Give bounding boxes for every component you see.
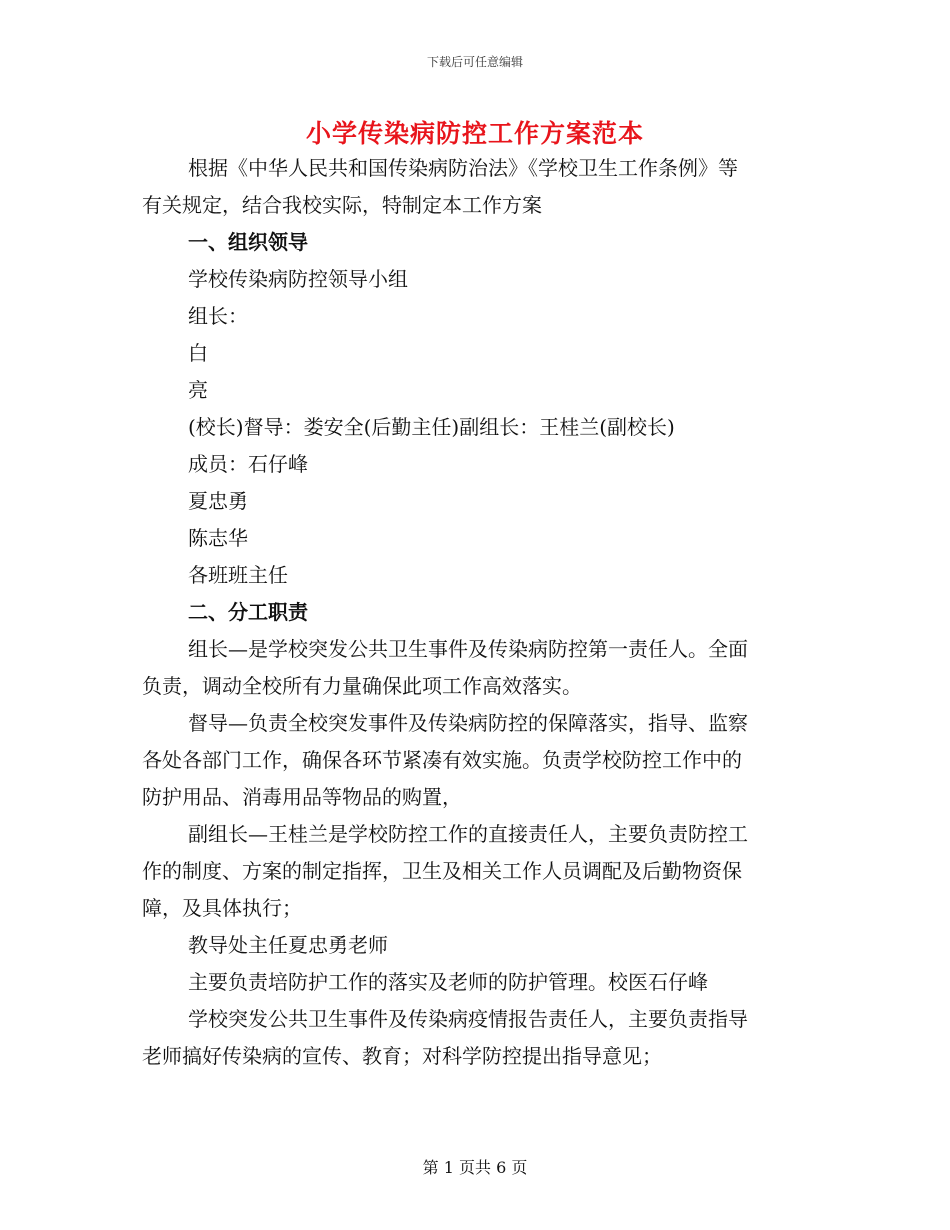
body-text-line: 成员：石仔峰 — [188, 452, 308, 476]
body-text-line: 亮 — [188, 378, 208, 402]
section-heading: 一、组织领导 — [188, 230, 308, 254]
body-text-line: 陈志华 — [188, 526, 248, 550]
body-text-line: 学校突发公共卫生事件及传染病疫情报告责任人，主要负责指导 — [188, 1007, 748, 1031]
body-text-line: 各处各部门工作，确保各环节紧凑有效实施。负责学校防控工作中的 — [142, 748, 742, 772]
body-text-line: 老师搞好传染病的宣传、教育；对科学防控提出指导意见； — [142, 1044, 662, 1068]
document-title: 小学传染病防控工作方案范本 — [305, 119, 644, 148]
body-text-line: 教导处主任夏忠勇老师 — [188, 933, 388, 957]
body-text-line: 各班班主任 — [188, 563, 288, 587]
body-text-line: 督导—负责全校突发事件及传染病防控的保障落实，指导、监察 — [188, 711, 748, 735]
body-text-line: 学校传染病防控领导小组 — [188, 267, 408, 291]
body-text-line: 夏忠勇 — [188, 489, 248, 513]
page-footer: 第 1 页共 6 页 — [422, 1158, 528, 1177]
body-text-line: 白 — [188, 341, 208, 365]
body-text-line: (校长)督导：娄安全(后勤主任)副组长：王桂兰(副校长) — [188, 415, 675, 439]
document-body — [142, 150, 802, 1075]
body-text-line: 副组长—王桂兰是学校防控工作的直接责任人，主要负责防控工 — [188, 822, 748, 846]
body-text-line: 作的制度、方案的制定指挥，卫生及相关工作人员调配及后勤物资保 — [142, 859, 742, 883]
page-header: 下载后可任意编辑 — [426, 55, 523, 69]
body-text-line: 主要负责培防护工作的落实及老师的防护管理。校医石仔峰 — [188, 970, 708, 994]
body-text-line: 根据《中华人民共和国传染病防治法》《学校卫生工作条例》等 — [188, 156, 738, 180]
body-text-line: 障，及具体执行； — [142, 896, 302, 920]
section-heading: 二、分工职责 — [188, 600, 308, 624]
body-text-line: 防护用品、消毒用品等物品的购置， — [142, 785, 462, 809]
body-text-line: 组长： — [188, 304, 248, 328]
body-text-line: 有关规定，结合我校实际，特制定本工作方案 — [142, 193, 542, 217]
body-text-line: 组长—是学校突发公共卫生事件及传染病防控第一责任人。全面 — [188, 637, 748, 661]
body-text-line: 负责，调动全校所有力量确保此项工作高效落实。 — [142, 674, 582, 698]
